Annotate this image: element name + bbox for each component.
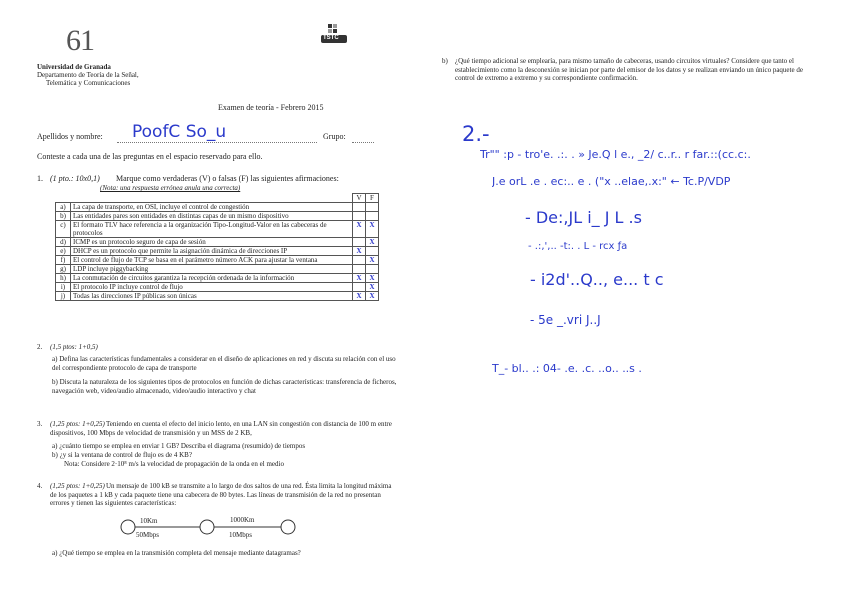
q3-number: 3. bbox=[37, 420, 43, 428]
q1-row-key: i) bbox=[56, 283, 71, 292]
department-line2: Telemática y Comunicaciones bbox=[46, 79, 131, 87]
q1-row-f[interactable]: X bbox=[366, 238, 379, 247]
q1-row bbox=[56, 203, 379, 212]
q1-row-f[interactable]: X bbox=[366, 221, 379, 238]
q1-row-v[interactable] bbox=[353, 265, 366, 274]
q3-b: b) ¿y si la ventana de control de flujo es de 4 KB? bbox=[52, 451, 192, 459]
q2-b: b) Discuta la naturaleza de los siguientes tipos de protocolos en función de dichas características: transferencia de ficheros, navegación web, video/audio almacenado, video/audio interactivo y chat bbox=[52, 378, 397, 395]
link2-dist: 1000Km bbox=[230, 516, 255, 524]
q3-text: Teniendo en cuenta el efecto del inicio lento, en una LAN sin congestión con distancia de 100 m entre dispositivos, 100 Mbps de velocidad de transmisión y un MSS de 2 KB, bbox=[50, 420, 392, 437]
q1-row-text: El protocolo IP incluye control de flujo bbox=[71, 283, 353, 292]
q1-row bbox=[56, 247, 379, 256]
q1-row-v[interactable]: X bbox=[353, 247, 366, 256]
q1-row-f[interactable]: X bbox=[366, 292, 379, 301]
q1-row bbox=[56, 274, 379, 283]
q1-row-v[interactable]: X bbox=[353, 221, 366, 238]
university-name: Universidad de Granada bbox=[37, 63, 111, 71]
name-label: Apellidos y nombre: bbox=[37, 132, 103, 141]
q4-text: Un mensaje de 100 kB se transmite a lo largo de dos saltos de una red. Ésta limita la longitud máxima de los paquetes a 1 kB y cada paquete tiene una cabecera de 80 bytes. Las líneas de transmisión de la red no presentan errores y tienen las siguientes características: bbox=[50, 482, 392, 507]
q1-row-key: b) bbox=[56, 212, 71, 221]
q1-number: 1. bbox=[37, 174, 43, 183]
hand-line-6: - 5e _.vri J..J bbox=[530, 313, 601, 327]
q1-row-text: El formato TLV hace referencia a la organización Tipo-Longitud-Valor en las cabeceras de protocolos bbox=[71, 221, 353, 238]
q1-row-f[interactable] bbox=[366, 265, 379, 274]
hand-line-5: - i2d'..Q.., e... t c bbox=[530, 270, 664, 289]
q1-text: Marque como verdaderas (V) o falsas (F) las siguientes afirmaciones: bbox=[116, 174, 339, 183]
col-f: F bbox=[366, 194, 379, 203]
q1-row-key: j) bbox=[56, 292, 71, 301]
q1-row-text: Todas las direcciones IP públicas son únicas bbox=[71, 292, 353, 301]
hand-line-4: - .:,',.. -t:. . L - rcx ƒa bbox=[528, 241, 628, 252]
q1-row-text: ICMP es un protocolo seguro de capa de sesión bbox=[71, 238, 353, 247]
q1-row-f[interactable]: X bbox=[366, 283, 379, 292]
q1-row-f[interactable] bbox=[366, 247, 379, 256]
instructions: Conteste a cada una de las preguntas en el espacio reservado para ello. bbox=[37, 152, 263, 161]
q1-row-v[interactable]: X bbox=[353, 292, 366, 301]
q1-row bbox=[56, 238, 379, 247]
q1-row-f[interactable]: X bbox=[366, 274, 379, 283]
q1-row-key: d) bbox=[56, 238, 71, 247]
q4-b-label: b) bbox=[442, 57, 448, 65]
q1-row bbox=[56, 221, 379, 238]
group-field[interactable] bbox=[352, 132, 374, 143]
q1-row bbox=[56, 265, 379, 274]
handwritten-answer-number: 2.- bbox=[462, 122, 490, 146]
q1-row-text: La conmutación de circuitos garantiza la recepción ordenada de la información bbox=[71, 274, 353, 283]
q2-points: (1,5 ptos: 1+0,5) bbox=[50, 343, 98, 351]
q1-row-key: e) bbox=[56, 247, 71, 256]
q4-number: 4. bbox=[37, 482, 43, 490]
q1-row-v[interactable] bbox=[353, 203, 366, 212]
q1-row bbox=[56, 292, 379, 301]
q3-a: a) ¿cuánto tiempo se emplea en enviar 1 GB? Describa el diagrama (resumido) de tiempos bbox=[52, 442, 306, 450]
q1-row-f[interactable] bbox=[366, 203, 379, 212]
q1-row-f[interactable]: X bbox=[366, 256, 379, 265]
hand-line-2: J.e orL .e . ec:.. e . ("x ..elae,.x:" ← Tc.P/VDP bbox=[492, 175, 731, 188]
q1-row-text: DHCP es un protocolo que permite la asignación dinámica de direcciones IP bbox=[71, 247, 353, 256]
q1-row-v[interactable] bbox=[353, 212, 366, 221]
hand-line-1: Tr"" :p - tro'e. .:. . » Je.Q l e., _2/ c..r.. r far.::(cc.c:. bbox=[480, 148, 751, 161]
link1-dist: 10Km bbox=[140, 517, 158, 525]
q2-number: 2. bbox=[37, 343, 43, 351]
hand-line-3: - De:,JL i_ J L .s bbox=[525, 208, 642, 227]
q1-row-text: El control de flujo de TCP se basa en el parámetro número ACK para ajustar la ventana bbox=[71, 256, 353, 265]
q1-row-key: g) bbox=[56, 265, 71, 274]
q1-header-row bbox=[56, 194, 379, 203]
q4-points: (1,25 ptos: 1+0,25) bbox=[50, 482, 105, 490]
exam-title: Examen de teoría - Febrero 2015 bbox=[218, 103, 324, 112]
department-line1: Departamento de Teoría de la Señal, bbox=[37, 71, 139, 79]
q4-b-text: ¿Qué tiempo adicional se emplearía, para mismo tamaño de cabeceras, usando circuitos virtuales? Considere que tanto el establecimiento como la desconexión se inician por parte del emisor de los datos y se realizan enviando un único paquete de control de extremo a extremo y su correspondiente confirmación. bbox=[455, 57, 803, 82]
q1-row-key: a) bbox=[56, 203, 71, 212]
q1-row-v[interactable]: X bbox=[353, 274, 366, 283]
q1-row-key: f) bbox=[56, 256, 71, 265]
col-v: V bbox=[353, 194, 366, 203]
logo-text: TSTC bbox=[323, 35, 339, 41]
handwritten-name: PoofC So_u bbox=[132, 122, 227, 142]
q1-points: (1 pto.: 10x0,1) bbox=[50, 174, 100, 183]
q3-note: Nota: Considere 2·10⁸ m/s la velocidad de propagación de la onda en el medio bbox=[64, 460, 284, 468]
q1-row-text: Las entidades pares son entidades en distintas capas de un mismo dispositivo bbox=[71, 212, 353, 221]
hand-line-7: T_- bl.. .: 04- .e. .c. ..o.. ..s . bbox=[492, 362, 642, 375]
q1-row-text: La capa de transporte, en OSI, incluye el control de congestión bbox=[71, 203, 353, 212]
group-label: Grupo: bbox=[323, 132, 346, 141]
link1-rate: 50Mbps bbox=[136, 531, 159, 539]
q1-row bbox=[56, 256, 379, 265]
q1-row-f[interactable] bbox=[366, 212, 379, 221]
q1-table bbox=[55, 193, 379, 301]
q1-row-key: c) bbox=[56, 221, 71, 238]
q2-a: a) Defina las características fundamentales a considerar en el diseño de aplicaciones en red y discuta su relación con el uso del correspondiente protocolo de capa de transporte bbox=[52, 355, 396, 372]
q4-a: a) ¿Qué tiempo se emplea en la transmisión completa del mensaje mediante datagramas? bbox=[52, 549, 301, 557]
q1-row-text: LDP incluye piggybacking bbox=[71, 265, 353, 274]
q1-row-key: h) bbox=[56, 274, 71, 283]
q1-row-v[interactable] bbox=[353, 238, 366, 247]
q1-row bbox=[56, 283, 379, 292]
university-seal: 61 bbox=[66, 24, 94, 57]
q3-points: (1,25 ptos: 1+0,25) bbox=[50, 420, 105, 428]
q1-row-v[interactable] bbox=[353, 256, 366, 265]
q1-note: (Nota: una respuesta errónea anula una correcta) bbox=[100, 184, 241, 192]
q1-row bbox=[56, 212, 379, 221]
tstc-logo bbox=[320, 24, 348, 44]
q1-row-v[interactable] bbox=[353, 283, 366, 292]
link2-rate: 10Mbps bbox=[229, 531, 252, 539]
